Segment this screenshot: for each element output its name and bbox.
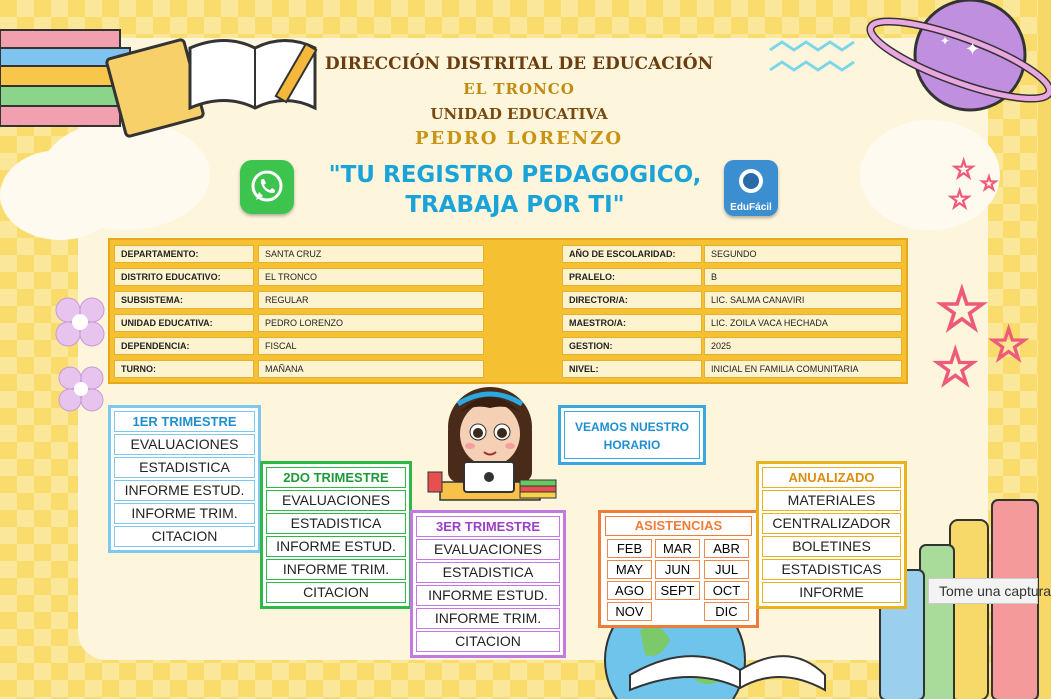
asistencias-title: ASISTENCIAS (605, 516, 752, 536)
info-label: PRALELO: (562, 268, 702, 286)
trimester-2-panel (260, 461, 412, 609)
trimester-1-panel (108, 405, 261, 553)
header-distrito: EL TRONCO (463, 80, 575, 98)
info-value: REGULAR (258, 291, 484, 309)
trimester-2-title: 2DO TRIMESTRE (266, 467, 406, 488)
horario-label-1: VEAMOS NUESTRO (574, 420, 689, 434)
info-label: DISTRITO EDUCATIVO: (114, 268, 254, 286)
trim2-evaluaciones-link[interactable]: EVALUACIONES (266, 490, 406, 511)
trim1-informe-trim-link[interactable]: INFORME TRIM. (114, 503, 255, 524)
month-may-link[interactable]: MAY (607, 560, 652, 579)
anualizado-panel (756, 461, 907, 609)
trimester-3-panel (410, 510, 566, 658)
horario-panel[interactable] (558, 405, 706, 465)
info-label: SUBSISTEMA: (114, 291, 254, 309)
trimester-1-title: 1ER TRIMESTRE (114, 411, 255, 432)
trim3-citacion-link[interactable]: CITACION (416, 631, 560, 652)
month-jun-link[interactable]: JUN (655, 560, 700, 579)
trim3-informe-estud-link[interactable]: INFORME ESTUD. (416, 585, 560, 606)
materiales-link[interactable]: MATERIALES (762, 490, 901, 511)
month-jul-link[interactable]: JUL (704, 560, 749, 579)
svg-text:☆: ☆ (952, 154, 976, 184)
cloud-decoration (0, 150, 120, 240)
svg-text:☆: ☆ (932, 339, 979, 397)
boletines-link[interactable]: BOLETINES (762, 536, 901, 557)
info-label: UNIDAD EDUCATIVA: (114, 314, 254, 332)
month-abr-link[interactable]: ABR (704, 539, 749, 558)
trim1-estadistica-link[interactable]: ESTADISTICA (114, 457, 255, 478)
svg-text:☆: ☆ (948, 184, 972, 214)
header-direccion: DIRECCIÓN DISTRITAL DE EDUCACIÓN (324, 54, 714, 74)
girl-laptop-illustration (420, 382, 560, 502)
svg-text:✦: ✦ (965, 39, 981, 59)
trim2-informe-trim-link[interactable]: INFORME TRIM. (266, 559, 406, 580)
trim1-informe-estud-link[interactable]: INFORME ESTUD. (114, 480, 255, 501)
stars-decoration (930, 150, 1038, 397)
edufacil-label: EduFácil (730, 202, 772, 213)
info-label: DIRECTOR/A: (562, 291, 702, 309)
centralizador-link[interactable]: CENTRALIZADOR (762, 513, 901, 534)
horario-label-2: HORARIO (603, 438, 661, 452)
info-label: DEPENDENCIA: (114, 337, 254, 355)
month-feb-link[interactable]: FEB (607, 539, 652, 558)
trim2-estadistica-link[interactable]: ESTADISTICA (266, 513, 406, 534)
trim2-citacion-link[interactable]: CITACION (266, 582, 406, 603)
anualizado-title: ANUALIZADO (762, 467, 901, 488)
header-unidad: UNIDAD EDUCATIVA (430, 105, 608, 123)
info-label: AÑO DE ESCOLARIDAD: (562, 245, 702, 263)
edufacil-logo-icon[interactable] (724, 160, 778, 216)
slogan (300, 160, 730, 220)
month-dic-link[interactable]: DIC (704, 602, 749, 621)
screenshot-tooltip: Tome una captura (928, 578, 1038, 604)
info-value: 2025 (704, 337, 902, 355)
trim1-evaluaciones-link[interactable]: EVALUACIONES (114, 434, 255, 455)
info-value: INICIAL EN FAMILIA COMUNITARIA (704, 360, 902, 378)
informe-link[interactable]: INFORME (762, 582, 901, 603)
info-value: PEDRO LORENZO (258, 314, 484, 332)
info-value: LIC. SALMA CANAVIRI (704, 291, 902, 309)
info-value: EL TRONCO (258, 268, 484, 286)
info-label: MAESTRO/A: (562, 314, 702, 332)
svg-text:☆: ☆ (988, 318, 1030, 370)
info-label: DEPARTAMENTO: (114, 245, 254, 263)
trim3-informe-trim-link[interactable]: INFORME TRIM. (416, 608, 560, 629)
trim2-informe-estud-link[interactable]: INFORME ESTUD. (266, 536, 406, 557)
month-nov-link[interactable]: NOV (607, 602, 652, 621)
info-value: SEGUNDO (704, 245, 902, 263)
info-value: LIC. ZOILA VACA HECHADA (704, 314, 902, 332)
svg-text:☆: ☆ (935, 276, 989, 343)
asistencias-panel (598, 510, 759, 628)
info-label: NIVEL: (562, 360, 702, 378)
trim1-citacion-link[interactable]: CITACION (114, 526, 255, 547)
info-value: MAÑANA (258, 360, 484, 378)
month-oct-link[interactable]: OCT (704, 581, 749, 600)
whatsapp-icon[interactable] (240, 160, 294, 214)
header-school-name: PEDRO LORENZO (414, 128, 624, 149)
month-sept-link[interactable]: SEPT (655, 581, 700, 600)
info-label: GESTION: (562, 337, 702, 355)
slogan-line-2: TRABAJA POR TI" (405, 192, 625, 218)
info-value: FISCAL (258, 337, 484, 355)
horario-button[interactable] (564, 411, 700, 459)
info-label: TURNO: (114, 360, 254, 378)
estadisticas-link[interactable]: ESTADISTICAS (762, 559, 901, 580)
month-mar-link[interactable]: MAR (655, 539, 700, 558)
trim3-estadistica-link[interactable]: ESTADISTICA (416, 562, 560, 583)
trimester-3-title: 3ER TRIMESTRE (416, 516, 560, 537)
info-value: B (704, 268, 902, 286)
month-ago-link[interactable]: AGO (607, 581, 652, 600)
info-value: SANTA CRUZ (258, 245, 484, 263)
slogan-line-1: "TU REGISTRO PEDAGOGICO, (328, 162, 702, 188)
trim3-evaluaciones-link[interactable]: EVALUACIONES (416, 539, 560, 560)
svg-text:✦: ✦ (940, 34, 951, 48)
info-table (108, 238, 908, 384)
svg-text:☆: ☆ (980, 173, 998, 195)
